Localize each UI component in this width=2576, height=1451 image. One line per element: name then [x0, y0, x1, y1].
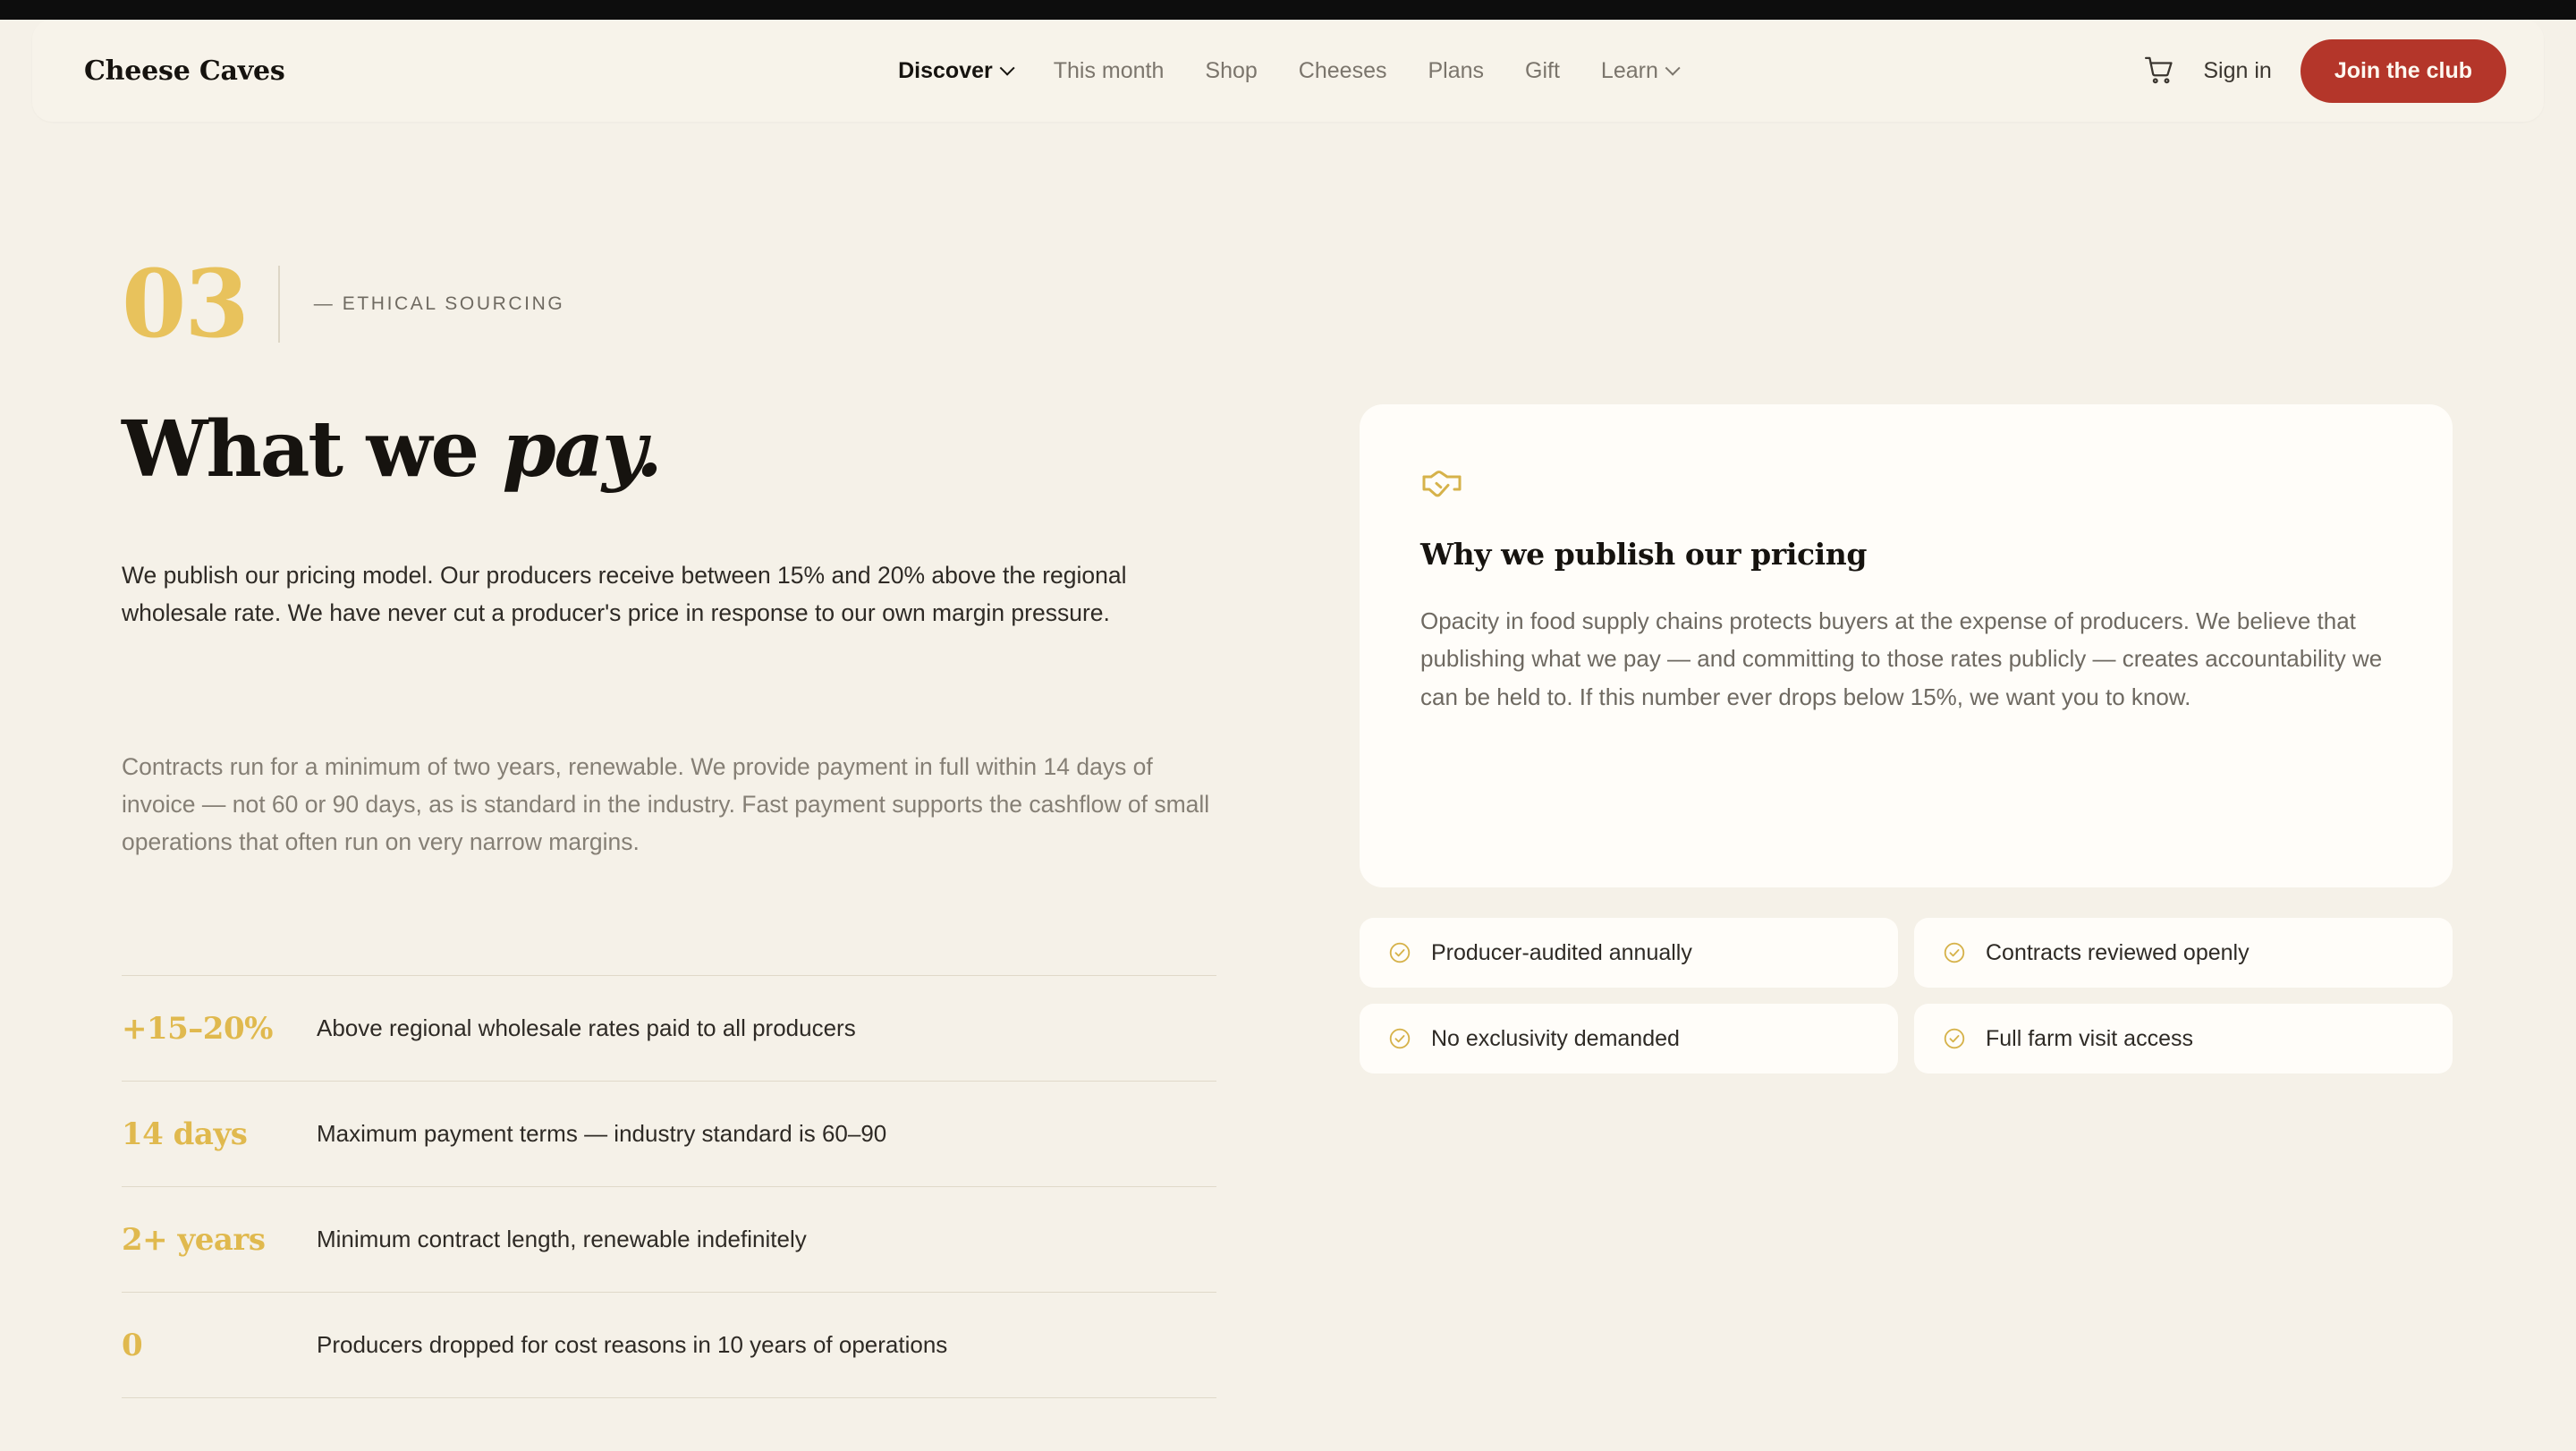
section-number: 03	[122, 249, 248, 359]
headline-part-2: pay.	[502, 404, 661, 495]
check-circle-icon	[1943, 941, 1966, 964]
stat-value: 0	[122, 1327, 143, 1363]
table-row	[122, 1187, 1216, 1293]
table-row	[122, 976, 1216, 1082]
check-circle-icon	[1943, 1027, 1966, 1050]
stat-description: Minimum contract length, renewable indefinitely	[317, 1226, 807, 1252]
list-item	[1914, 918, 2453, 988]
nav-item-learn[interactable]	[1601, 58, 1678, 84]
stat-description: Maximum payment terms — industry standard is 60–90	[317, 1120, 887, 1147]
nav-item-label: Discover	[898, 57, 993, 83]
intro-paragraph: We publish our pricing model. Our producers receive between 15% and 20% above the regional wholesale rate. We have never cut a producer's price in response to our own margin pressure.	[122, 562, 1127, 627]
stat-value: +15–20%	[122, 1010, 273, 1047]
chevron-down-icon	[1665, 61, 1680, 76]
primary-nav	[898, 58, 1678, 84]
list-item-label: Full farm visit access	[1986, 1025, 2193, 1051]
commitments-list	[1360, 918, 2453, 1073]
list-item	[1360, 1004, 1898, 1073]
nav-item-cheeses[interactable]: Cheeses	[1298, 57, 1387, 83]
headline-part-1: What we	[122, 404, 503, 495]
stat-description: Producers dropped for cost reasons in 10 years of operations	[317, 1331, 948, 1358]
table-row	[122, 1082, 1216, 1187]
join-the-club-button[interactable]: Join the club	[2301, 39, 2506, 103]
nav-item-shop[interactable]: Shop	[1205, 57, 1258, 83]
list-item	[1914, 1004, 2453, 1073]
section-eyebrow	[122, 249, 565, 359]
stat-value: 2+ years	[122, 1221, 266, 1258]
list-item-label: Contracts reviewed openly	[1986, 939, 2250, 965]
secondary-paragraph: Contracts run for a minimum of two years, renewable. We provide payment in full within 14 days of invoice — not 60 or 90 days, as is standard in the industry. Fast payment supports the cashflow of small operations that often run on very narrow margins.	[122, 753, 1210, 856]
list-item-label: No exclusivity demanded	[1431, 1025, 1680, 1051]
stat-description: Above regional wholesale rates paid to all producers	[317, 1014, 856, 1041]
check-circle-icon	[1388, 1027, 1411, 1050]
eyebrow-divider	[278, 266, 280, 343]
stat-value: 14 days	[122, 1116, 248, 1152]
nav-item-plans[interactable]: Plans	[1428, 57, 1485, 83]
header-actions	[2144, 39, 2506, 103]
list-item-label: Producer-audited annually	[1431, 939, 1692, 965]
site-header	[32, 20, 2544, 122]
chevron-down-icon	[999, 61, 1014, 76]
list-item	[1360, 918, 1898, 988]
table-row	[122, 1293, 1216, 1398]
stats-table	[122, 975, 1216, 1398]
shopping-cart-icon[interactable]	[2144, 55, 2174, 86]
nav-item-discover[interactable]	[898, 58, 1013, 84]
nav-item-label: Learn	[1600, 57, 1658, 83]
section-label: — ETHICAL SOURCING	[313, 293, 565, 314]
handshake-icon	[1420, 462, 2392, 505]
nav-item-this-month[interactable]: This month	[1053, 57, 1165, 83]
nav-item-gift[interactable]: Gift	[1525, 57, 1560, 83]
pricing-explainer-card	[1360, 404, 2453, 887]
browser-top-strip	[0, 0, 2576, 20]
check-circle-icon	[1388, 941, 1411, 964]
sign-in-link[interactable]: Sign in	[2203, 57, 2272, 83]
brand-logo[interactable]: Cheese Caves	[84, 55, 285, 87]
card-body: Opacity in food supply chains protects buyers at the expense of producers. We believe that publishing what we pay — and committing to those rates publicly — creates accountability we can be held to. If this number ever drops below 15%, we want you to know.	[1420, 607, 2383, 710]
page-title	[122, 404, 661, 495]
card-title: Why we publish our pricing	[1420, 537, 1868, 572]
